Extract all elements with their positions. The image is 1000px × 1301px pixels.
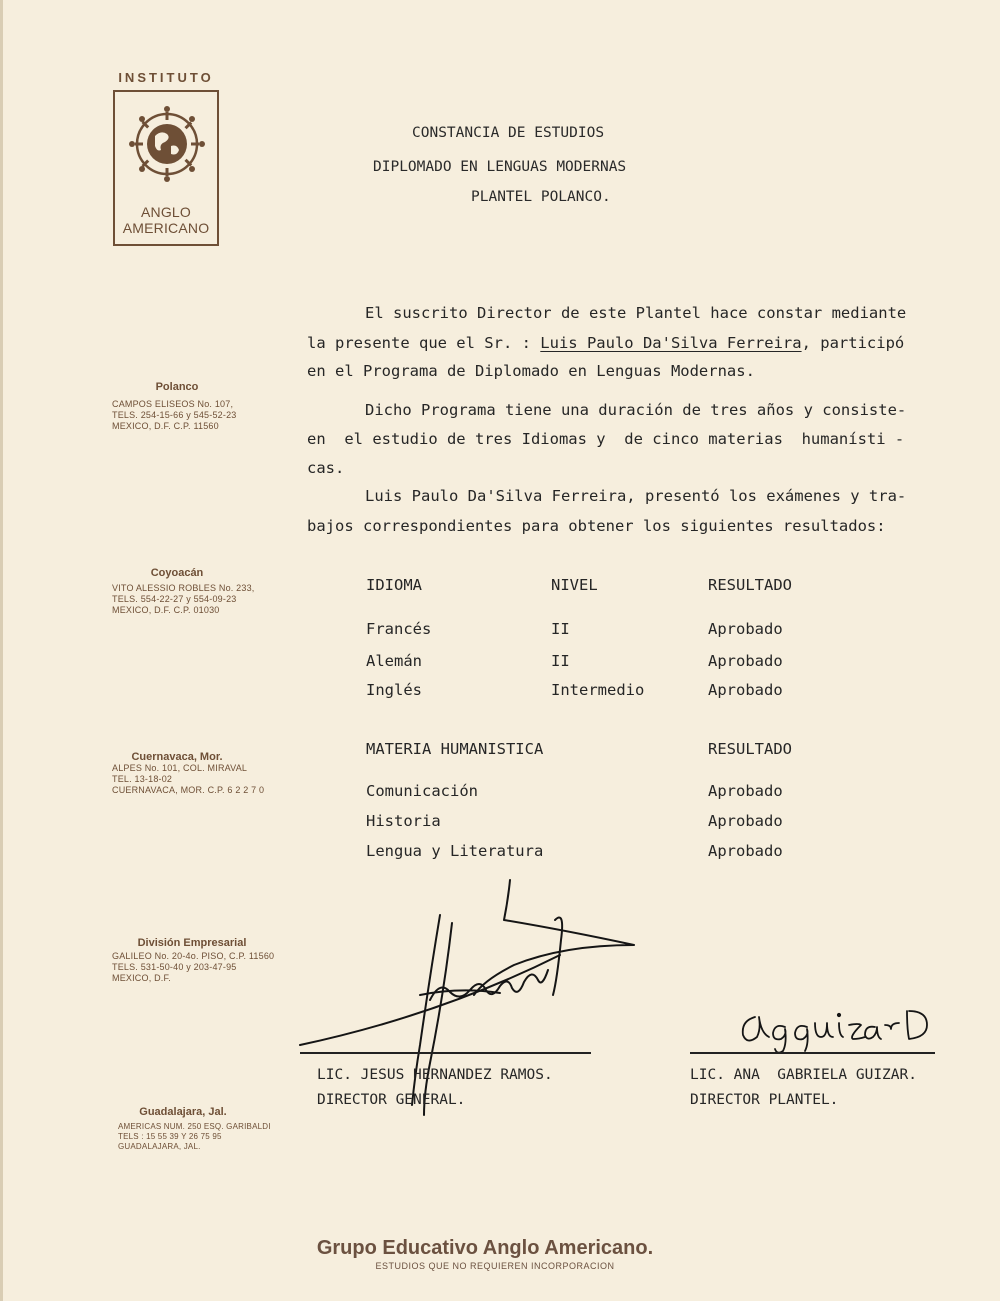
institute-name-line1: ANGLO bbox=[140, 204, 191, 220]
humanities-row-2-materia: Historia bbox=[366, 812, 441, 830]
branch-coyoacan-title: Coyoacán bbox=[150, 567, 204, 579]
branch-division-line2: TELS. 531-50-40 y 203-47-95 bbox=[112, 962, 237, 972]
body-p2-line2: en el estudio de tres Idiomas y de cinco materias humanísti - bbox=[307, 430, 905, 448]
languages-row-3-idioma: Inglés bbox=[366, 681, 422, 699]
student-name: Luis Paulo Da'Silva Ferreira bbox=[540, 334, 802, 352]
institute-name bbox=[115, 204, 217, 236]
globe-people-icon bbox=[125, 102, 209, 186]
body-p1-line2 bbox=[307, 334, 904, 352]
branch-polanco bbox=[112, 381, 292, 432]
signature-line-left bbox=[300, 1052, 591, 1054]
branch-cuernavaca-line2: TEL. 13-18-02 bbox=[112, 774, 173, 784]
branch-guadalajara bbox=[118, 1106, 298, 1152]
institute-top-label: INSTITUTO bbox=[118, 70, 214, 85]
branch-polanco-line2: TELS. 254-15-66 y 545-52-23 bbox=[112, 410, 237, 420]
languages-row-3-resultado: Aprobado bbox=[708, 681, 783, 699]
footer-subtitle: ESTUDIOS QUE NO REQUIEREN INCORPORACION bbox=[375, 1261, 615, 1271]
humanities-row-3-materia: Lengua y Literatura bbox=[366, 842, 544, 860]
body-p3-line1: Luis Paulo Da'Silva Ferreira, presentó los exámenes y tra- bbox=[365, 487, 907, 505]
signer-left-name: LIC. JESUS HERNANDEZ RAMOS. bbox=[317, 1067, 553, 1083]
body-p2-line3: cas. bbox=[307, 459, 345, 477]
branch-cuernavaca-line3: CUERNAVACA, MOR. C.P. 6 2 2 7 0 bbox=[112, 785, 265, 795]
body-p1-line2-pre: la presente que el Sr. : bbox=[307, 334, 541, 352]
humanities-row-3-resultado: Aprobado bbox=[708, 842, 783, 860]
branch-coyoacan-line3: MEXICO, D.F. C.P. 01030 bbox=[112, 605, 220, 615]
languages-row-1-idioma: Francés bbox=[366, 620, 432, 638]
languages-row-3-nivel: Intermedio bbox=[551, 681, 645, 699]
branch-division-empresarial bbox=[112, 937, 292, 984]
heading-constancia: CONSTANCIA DE ESTUDIOS bbox=[412, 125, 605, 141]
footer-group-name: Grupo Educativo Anglo Americano. bbox=[316, 1237, 654, 1259]
branch-division-line1: GALILEO No. 20-4o. PISO, C.P. 11560 bbox=[112, 951, 275, 961]
branch-polanco-line3: MEXICO, D.F. C.P. 11560 bbox=[112, 421, 219, 431]
humanities-row-1-resultado: Aprobado bbox=[708, 782, 783, 800]
signer-right-name: LIC. ANA GABRIELA GUIZAR. bbox=[690, 1067, 917, 1083]
institute-name-line2: AMERICANO bbox=[122, 220, 210, 236]
branch-polanco-line1: CAMPOS ELISEOS No. 107, bbox=[112, 399, 234, 409]
humanities-header-materia: MATERIA HUMANISTICA bbox=[366, 740, 544, 758]
branch-division-title: División Empresarial bbox=[137, 937, 247, 949]
body-p3-line2: bajos correspondientes para obtener los siguientes resultados: bbox=[307, 517, 886, 535]
body-p1-line1: El suscrito Director de este Plantel hace constar mediante bbox=[365, 304, 907, 322]
body-p1-line3: en el Programa de Diplomado en Lenguas Modernas. bbox=[307, 362, 755, 380]
signature-hernandez bbox=[290, 875, 650, 1120]
branch-cuernavaca-title: Cuernavaca, Mor. bbox=[131, 751, 223, 763]
branch-cuernavaca bbox=[112, 751, 292, 796]
institute-logo bbox=[113, 70, 219, 246]
humanities-row-2-resultado: Aprobado bbox=[708, 812, 783, 830]
branch-guadalajara-line1: AMERICAS NUM. 250 ESQ. GARIBALDI bbox=[118, 1122, 271, 1131]
body-p1-line2-post: , participó bbox=[801, 334, 905, 352]
branch-division-line3: MEXICO, D.F. bbox=[112, 973, 171, 983]
branch-cuernavaca-line1: ALPES No. 101, COL. MIRAVAL bbox=[112, 763, 248, 773]
signature-line-right bbox=[690, 1052, 935, 1054]
languages-row-2-resultado: Aprobado bbox=[708, 652, 783, 670]
languages-row-1-resultado: Aprobado bbox=[708, 620, 783, 638]
signature-guizar bbox=[735, 1005, 940, 1055]
branch-coyoacan-line1: VITO ALESSIO ROBLES No. 233, bbox=[112, 583, 255, 593]
branch-coyoacan-line2: TELS. 554-22-27 y 554-09-23 bbox=[112, 594, 237, 604]
humanities-header-resultado: RESULTADO bbox=[708, 740, 792, 758]
paper-edge bbox=[0, 0, 3, 1301]
languages-row-1-nivel: II bbox=[551, 620, 570, 638]
heading-diplomado: DIPLOMADO EN LENGUAS MODERNAS bbox=[373, 159, 627, 175]
branch-guadalajara-title: Guadalajara, Jal. bbox=[139, 1106, 227, 1118]
languages-header-nivel: NIVEL bbox=[551, 576, 598, 594]
logo-frame bbox=[113, 90, 219, 246]
branch-polanco-title: Polanco bbox=[155, 381, 199, 393]
branch-guadalajara-line3: GUADALAJARA, JAL. bbox=[118, 1142, 201, 1151]
humanities-row-1-materia: Comunicación bbox=[366, 782, 478, 800]
branch-coyoacan bbox=[112, 567, 292, 616]
body-p2-line1: Dicho Programa tiene una duración de tres años y consiste- bbox=[365, 401, 907, 419]
branch-guadalajara-line2: TELS : 15 55 39 Y 26 75 95 bbox=[118, 1132, 222, 1141]
signer-right-title: DIRECTOR PLANTEL. bbox=[690, 1092, 839, 1108]
languages-header-idioma: IDIOMA bbox=[366, 576, 422, 594]
languages-row-2-nivel: II bbox=[551, 652, 570, 670]
languages-header-resultado: RESULTADO bbox=[708, 576, 792, 594]
languages-row-2-idioma: Alemán bbox=[366, 652, 422, 670]
heading-plantel: PLANTEL POLANCO. bbox=[471, 189, 611, 205]
signer-left-title: DIRECTOR GENERAL. bbox=[317, 1092, 466, 1108]
